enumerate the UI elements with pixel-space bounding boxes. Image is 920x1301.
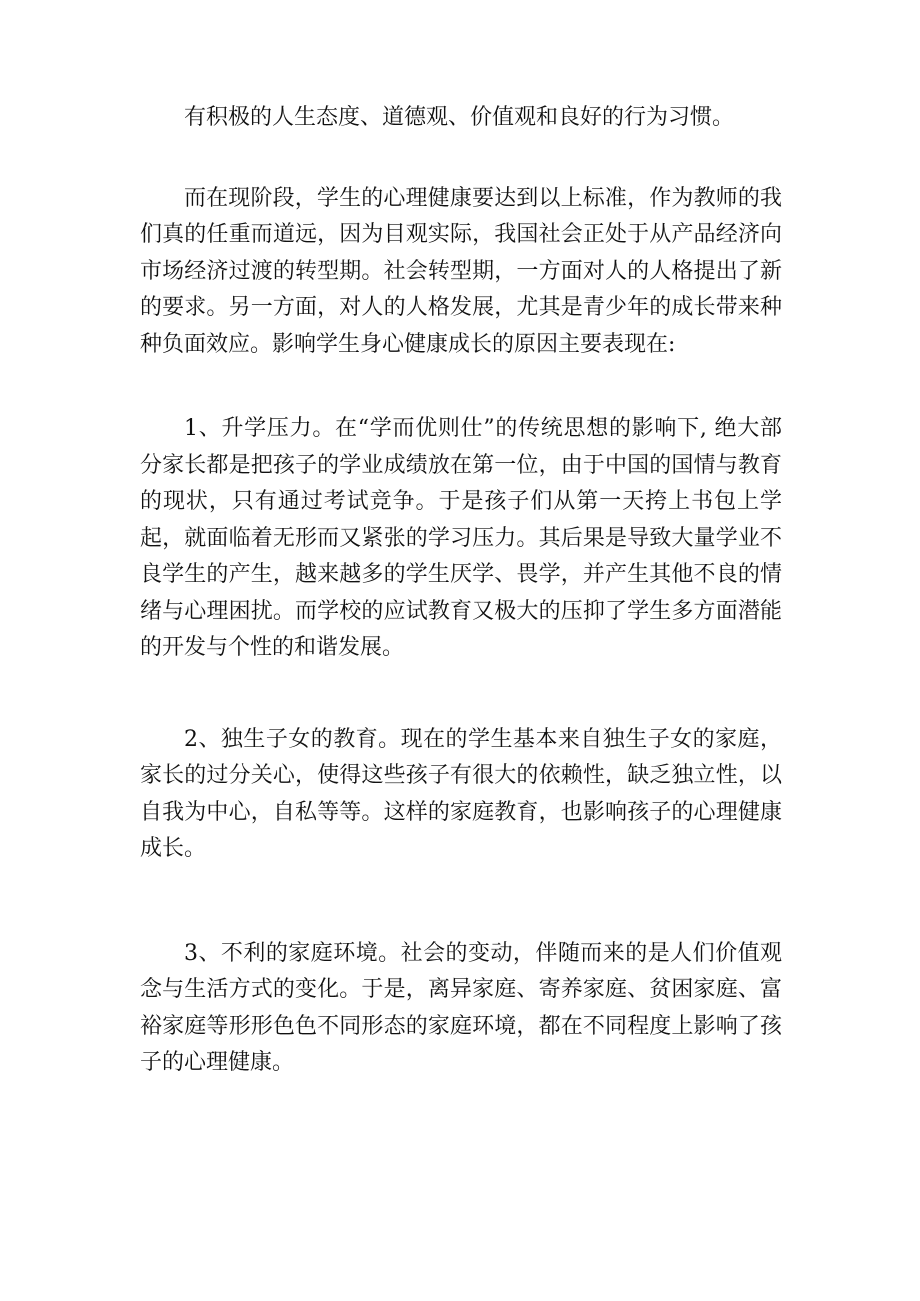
document-body [140,100,782,1082]
paragraph-attitude: 有积极的人生态度、道德观、价值观和良好的行为习惯。 [184,105,735,130]
paragraph-only-child: 2、独生子女的教育。现在的学生基本来自独生子女的家庭，家长的过分关心，使得这些孩子有很大的依赖性，缺乏独立性，以自我为中心，自私等等。这样的家庭教育，也影响孩子的心理健康成长。 [140,726,782,861]
paragraph-current-stage: 而在现阶段，学生的心理健康要达到以上标准，作为教师的我们真的任重而道远，因为目观实际，我国社会正处于从产品经济向市场经济过渡的转型期。社会转型期，一方面对人的人格提出了新的要求。另一方面，对人的人格发展，尤其是青少年的成长带来种种负面效应。影响学生身心健康成长的原因主要表现在: [140,185,782,357]
paragraph-exam-pressure: 1、升学压力。在“学而优则仕”的传统思想的影响下, 绝大部分家长都是把孩子的学业成绩放在第一位，由于中国的国情与教育的现状，只有通过考试竞争。于是孩子们从第一天挎上书包上学起，就面临着无形而又紧张的学习压力。其后果是导致大量学业不良学生的产生，越来越多的学生厌学、畏学，并产生其他不良的情绪与心理困扰。而学校的应试教育又极大的压抑了学生多方面潜能的开发与个性的和谐发展。 [140,416,782,660]
paragraph-family-environment: 3、不利的家庭环境。社会的变动，伴随而来的是人们价值观念与生活方式的变化。于是，离异家庭、寄养家庭、贫困家庭、富裕家庭等形形色色不同形态的家庭环境，都在不同程度上影响了孩子的心理健康。 [140,940,782,1075]
